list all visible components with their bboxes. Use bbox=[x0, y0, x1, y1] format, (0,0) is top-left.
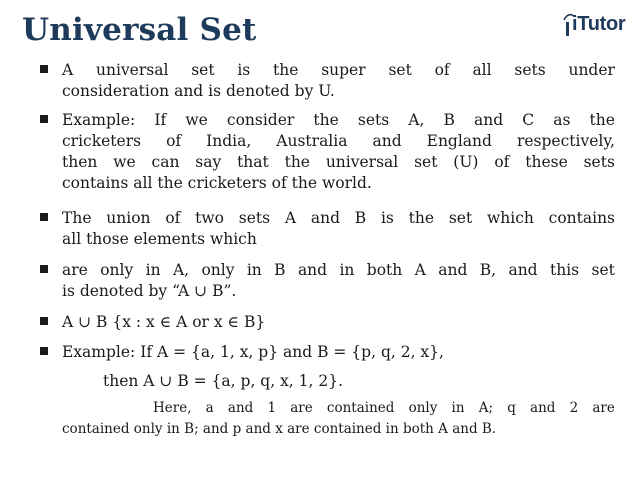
bullet-square-icon bbox=[40, 265, 48, 273]
word: universal bbox=[325, 153, 399, 171]
word: 1 bbox=[267, 400, 277, 416]
word: sets bbox=[514, 61, 546, 79]
word: of bbox=[166, 132, 182, 150]
page-title: Universal Set bbox=[22, 12, 257, 48]
word: cricketers bbox=[62, 132, 142, 150]
bullet-set-builder bbox=[40, 312, 615, 334]
word: and bbox=[297, 261, 328, 279]
word: and bbox=[372, 132, 402, 150]
word: then bbox=[62, 153, 98, 171]
bullet-union-notation bbox=[40, 260, 615, 302]
justified-line bbox=[62, 208, 615, 228]
word: A, bbox=[172, 261, 190, 279]
note-line-2: contained only in B; and p and x are contained in both A and B. bbox=[62, 421, 497, 437]
word: under bbox=[568, 61, 615, 79]
word: B bbox=[274, 261, 286, 279]
word: the bbox=[313, 111, 339, 129]
word: A; bbox=[478, 400, 494, 416]
word: A bbox=[62, 61, 74, 79]
word: contains bbox=[548, 209, 615, 227]
text-line: consideration and is denoted by U. bbox=[62, 82, 335, 100]
word: q bbox=[507, 400, 516, 416]
word: these bbox=[525, 153, 568, 171]
word: in bbox=[246, 261, 262, 279]
word: A bbox=[284, 209, 297, 227]
text-line: all those elements which bbox=[62, 230, 257, 248]
bullet-square-icon bbox=[40, 65, 48, 73]
word: B, bbox=[479, 261, 497, 279]
word: two bbox=[195, 209, 224, 227]
word: set bbox=[591, 261, 615, 279]
word: and bbox=[310, 209, 341, 227]
word: A, bbox=[408, 111, 425, 129]
word: sets bbox=[357, 111, 390, 129]
word: and bbox=[530, 400, 556, 416]
justified-line bbox=[62, 110, 615, 130]
justified-line bbox=[62, 131, 615, 151]
word: say bbox=[195, 153, 222, 171]
word: the bbox=[408, 209, 435, 227]
word: and bbox=[227, 400, 254, 416]
word: are bbox=[592, 400, 615, 416]
word: The bbox=[62, 209, 92, 227]
word: and bbox=[508, 261, 538, 279]
word: universal bbox=[95, 61, 169, 79]
justified-line bbox=[62, 152, 615, 172]
text-line: contains all the cricketers of the world. bbox=[62, 174, 372, 192]
word: sets bbox=[238, 209, 271, 227]
word: set bbox=[388, 61, 412, 79]
word: India, bbox=[206, 132, 252, 150]
word: contained bbox=[326, 400, 395, 416]
word: set bbox=[191, 61, 215, 79]
word: only bbox=[201, 261, 235, 279]
word: is bbox=[380, 209, 394, 227]
word: both bbox=[366, 261, 403, 279]
word: a bbox=[205, 400, 214, 416]
note-line-1 bbox=[153, 399, 615, 417]
word: all bbox=[472, 61, 492, 79]
word: can bbox=[151, 153, 180, 171]
bullet-square-icon bbox=[40, 317, 48, 325]
text-line: is denoted by “A ∪ B”. bbox=[62, 282, 237, 300]
word: the bbox=[284, 153, 310, 171]
union-result-line: then A ∪ B = {a, p, q, x, 1, 2}. bbox=[103, 372, 344, 390]
justified-line bbox=[62, 60, 615, 80]
word: respectively, bbox=[516, 132, 615, 150]
word: set bbox=[414, 153, 438, 171]
bullet-union-example bbox=[40, 342, 615, 364]
word: the bbox=[589, 111, 615, 129]
word: we bbox=[185, 111, 208, 129]
word: super bbox=[321, 61, 366, 79]
word: of bbox=[494, 153, 510, 171]
word: England bbox=[426, 132, 492, 150]
word: of bbox=[165, 209, 181, 227]
bullet-union-definition bbox=[40, 208, 615, 250]
word: union bbox=[106, 209, 151, 227]
word: Here, bbox=[153, 400, 192, 416]
word: as bbox=[553, 111, 571, 129]
bullet-square-icon bbox=[40, 213, 48, 221]
word: Example: bbox=[62, 111, 136, 129]
word: we bbox=[113, 153, 136, 171]
word: B bbox=[443, 111, 455, 129]
word: (U) bbox=[453, 153, 479, 171]
word: of bbox=[434, 61, 450, 79]
word: in bbox=[339, 261, 355, 279]
bullet-universal-set-definition bbox=[40, 60, 615, 102]
text-line: Example: If A = {a, 1, x, p} and B = {p, q, 2, x}, bbox=[62, 343, 444, 361]
word: are bbox=[290, 400, 313, 416]
justified-line bbox=[62, 260, 615, 280]
word: are bbox=[62, 261, 88, 279]
bullet-square-icon bbox=[40, 347, 48, 355]
bullet-square-icon bbox=[40, 115, 48, 123]
text-line: A ∪ B {x : x ∈ A or x ∈ B} bbox=[62, 313, 266, 331]
word: Australia bbox=[276, 132, 348, 150]
word: B bbox=[354, 209, 367, 227]
word: this bbox=[549, 261, 580, 279]
word: which bbox=[486, 209, 534, 227]
word: the bbox=[273, 61, 299, 79]
word: in bbox=[145, 261, 161, 279]
word: consider bbox=[226, 111, 295, 129]
word: A bbox=[414, 261, 426, 279]
word: and bbox=[474, 111, 504, 129]
word: If bbox=[154, 111, 167, 129]
word: C bbox=[522, 111, 535, 129]
word: set bbox=[448, 209, 473, 227]
word: 2 bbox=[569, 400, 579, 416]
itutor-logo bbox=[550, 8, 634, 44]
word: that bbox=[237, 153, 269, 171]
word: is bbox=[237, 61, 251, 79]
word: only bbox=[100, 261, 134, 279]
logo-text: iTutor bbox=[572, 13, 626, 35]
word: and bbox=[438, 261, 468, 279]
word: only bbox=[408, 400, 438, 416]
bullet-cricketers-example bbox=[40, 110, 615, 196]
word: in bbox=[451, 400, 465, 416]
word: sets bbox=[583, 153, 615, 171]
